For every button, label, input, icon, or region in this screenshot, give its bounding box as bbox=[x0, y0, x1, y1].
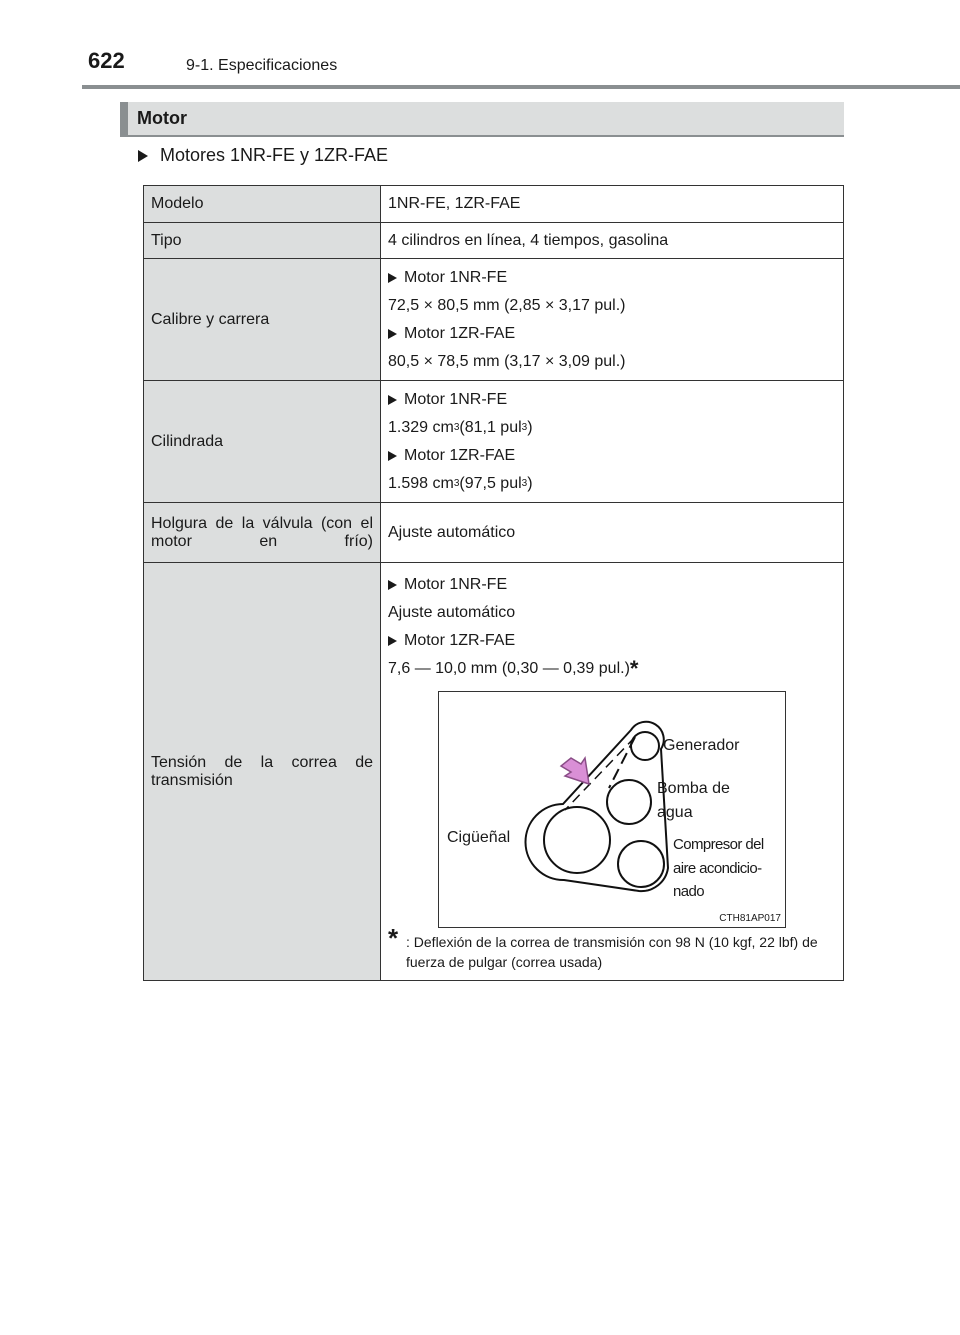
row-label: Cilindrada bbox=[144, 381, 381, 503]
row-label: Holgura de la válvula (con el motor en frío) bbox=[144, 503, 381, 563]
engine-heading bbox=[388, 571, 836, 599]
crankshaft-pulley bbox=[544, 807, 610, 873]
row-value bbox=[381, 381, 844, 503]
row-value: 1NR-FE, 1ZR-FAE bbox=[381, 186, 844, 223]
top-rule bbox=[82, 85, 960, 89]
engine-name: Motor 1NR-FE bbox=[404, 390, 508, 408]
footnote-text: : Deflexión de la correa de transmisión con 98 N (10 kgf, 22 lbf) de fuerza de pulgar (correa usada) bbox=[406, 934, 818, 970]
water-pump-pulley bbox=[607, 780, 651, 824]
generator-pulley bbox=[631, 732, 659, 760]
table-row bbox=[144, 186, 844, 223]
table-row bbox=[144, 381, 844, 503]
value-text: 72,5 × 80,5 mm (2,85 × 3,17 pul.) bbox=[388, 296, 626, 314]
table-row bbox=[144, 563, 844, 981]
engine-name: Motor 1ZR-FAE bbox=[404, 324, 516, 342]
figure-code: CTH81AP017 bbox=[719, 913, 781, 924]
engine-heading bbox=[388, 264, 836, 292]
header-bar bbox=[120, 102, 844, 135]
generator-label: Generador bbox=[663, 737, 740, 754]
bullet-triangle-icon bbox=[138, 150, 148, 162]
bullet-triangle-icon bbox=[388, 329, 397, 339]
row-label: Calibre y carrera bbox=[144, 259, 381, 381]
table-row bbox=[144, 503, 844, 563]
bullet-triangle-icon bbox=[388, 580, 397, 590]
compressor-label: aire acondicio- bbox=[673, 860, 762, 877]
water-pump-label: Bomba de bbox=[657, 780, 730, 797]
footnote bbox=[388, 923, 836, 972]
ac-compressor-pulley bbox=[618, 841, 664, 887]
row-label: Modelo bbox=[144, 186, 381, 223]
header-title: Motor bbox=[137, 108, 187, 128]
water-pump-label: agua bbox=[657, 804, 693, 821]
row-value: 4 cilindros en línea, 4 tiempos, gasolina bbox=[381, 223, 844, 259]
engine-name: Motor 1NR-FE bbox=[404, 576, 508, 593]
row-label: Tipo bbox=[144, 223, 381, 259]
value-text: 80,5 × 78,5 mm (3,17 × 3,09 pul.) bbox=[388, 352, 626, 370]
row-value: Ajuste automático bbox=[381, 503, 844, 563]
subheading-text: Motores 1NR-FE y 1ZR-FAE bbox=[160, 145, 389, 165]
compressor-label: Compresor del bbox=[673, 836, 764, 853]
subheading bbox=[138, 145, 388, 166]
engine-heading bbox=[388, 320, 836, 348]
crankshaft-label: Cigüeñal bbox=[447, 829, 511, 846]
engine-name: Motor 1NR-FE bbox=[404, 268, 508, 286]
value-text: Ajuste automático bbox=[388, 604, 516, 621]
page-number: 622 bbox=[88, 48, 125, 73]
table-row bbox=[144, 223, 844, 259]
header-accent bbox=[120, 102, 128, 135]
footnote-star: * bbox=[388, 923, 399, 953]
row-label: Tensión de la correa de transmisión bbox=[144, 563, 381, 981]
value-text: 7,6 — 10,0 mm (0,30 — 0,39 pul.) * bbox=[388, 656, 639, 681]
value-text: 1.329 cm 3 (81,1 pul 3 ) bbox=[388, 418, 533, 436]
bullet-triangle-icon bbox=[388, 636, 397, 646]
belt-diagram bbox=[438, 691, 786, 928]
row-value bbox=[381, 563, 844, 981]
header-underline bbox=[120, 135, 844, 137]
deflection-arrow-icon bbox=[561, 758, 589, 784]
engine-name: Motor 1ZR-FAE bbox=[404, 632, 516, 649]
engine-heading bbox=[388, 627, 836, 655]
spec-table bbox=[143, 185, 844, 981]
engine-heading bbox=[388, 386, 836, 414]
row-value bbox=[381, 259, 844, 381]
section-title: 9-1. Especificaciones bbox=[186, 57, 338, 74]
bullet-triangle-icon bbox=[388, 395, 397, 405]
engine-name: Motor 1ZR-FAE bbox=[404, 446, 516, 464]
table-row bbox=[144, 259, 844, 381]
compressor-label: nado bbox=[673, 883, 704, 900]
belt-diagram-drawing bbox=[439, 692, 785, 927]
bullet-triangle-icon bbox=[388, 451, 397, 461]
value-text: 1.598 cm 3 (97,5 pul 3 ) bbox=[388, 474, 533, 492]
bullet-triangle-icon bbox=[388, 273, 397, 283]
engine-heading bbox=[388, 442, 836, 470]
